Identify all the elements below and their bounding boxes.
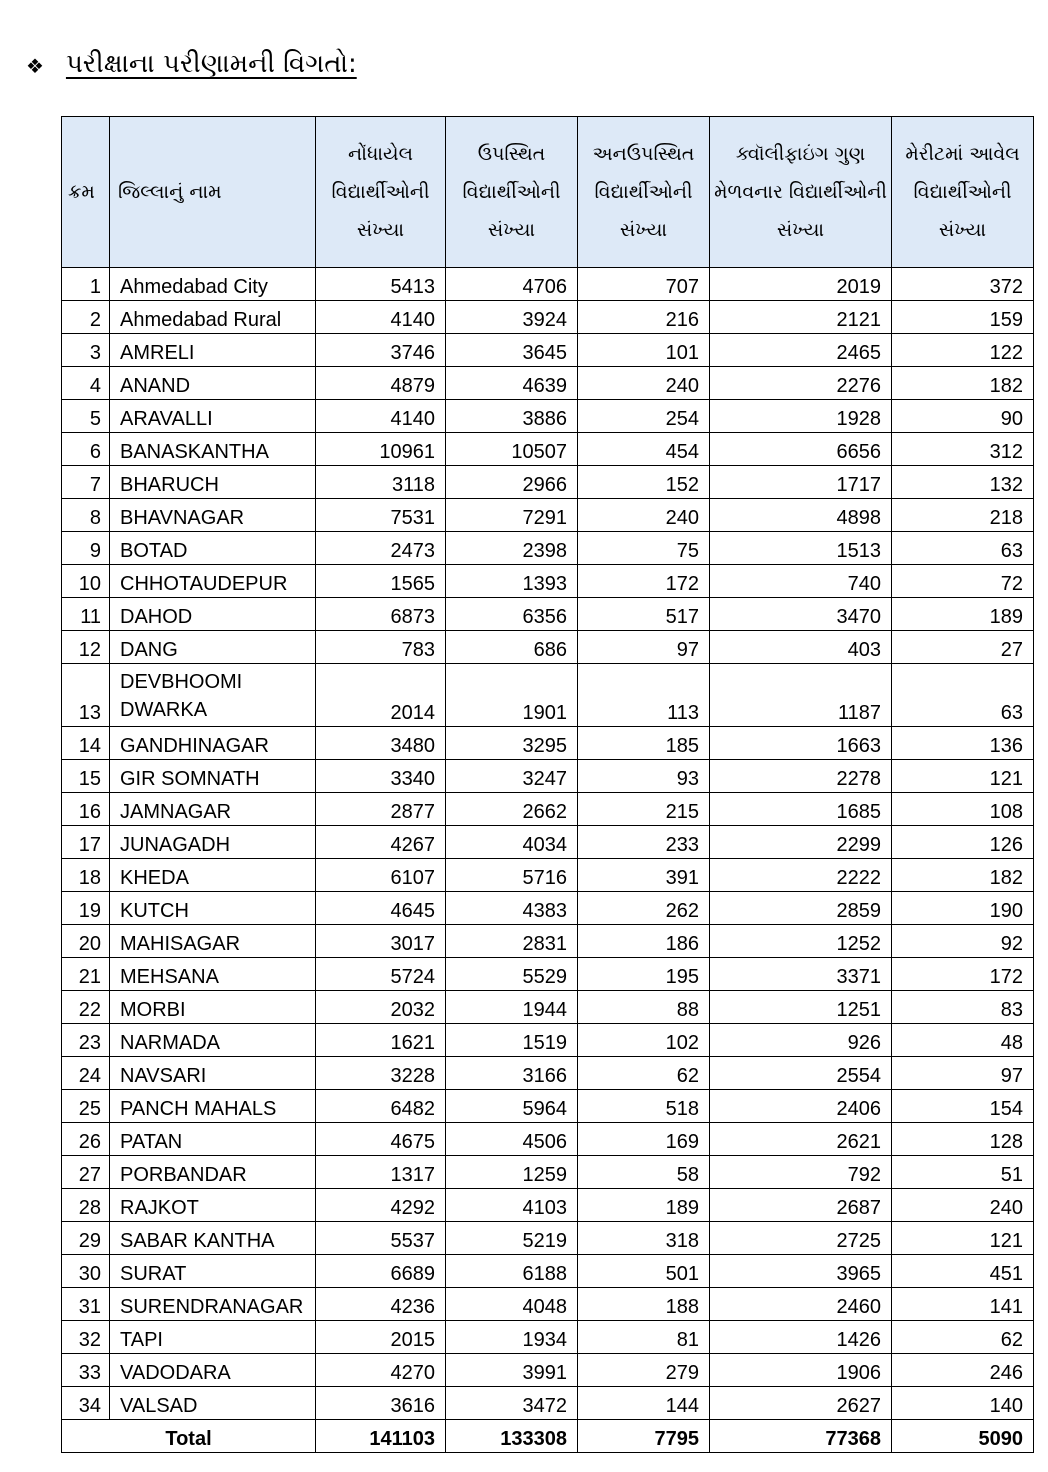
cell-district: MAHISAGAR (110, 925, 316, 958)
table-row (62, 859, 1034, 892)
cell-absent: 101 (578, 334, 710, 367)
cell-registered: 2877 (316, 793, 446, 826)
cell-qualifying: 2222 (710, 859, 892, 892)
cell-present: 686 (446, 631, 578, 664)
cell-sr: 4 (62, 367, 110, 400)
cell-district: TAPI (110, 1321, 316, 1354)
cell-qualifying: 403 (710, 631, 892, 664)
cell-sr: 5 (62, 400, 110, 433)
header-absent: અનઉપસ્થિત વિદ્યાર્થીઓની સંખ્યા (578, 117, 710, 268)
cell-absent: 102 (578, 1024, 710, 1057)
cell-sr: 13 (62, 664, 110, 727)
cell-registered: 6107 (316, 859, 446, 892)
cell-registered: 5724 (316, 958, 446, 991)
cell-merit: 140 (892, 1387, 1034, 1420)
total-registered: 141103 (316, 1420, 446, 1453)
cell-present: 2398 (446, 532, 578, 565)
cell-merit: 62 (892, 1321, 1034, 1354)
cell-registered: 3118 (316, 466, 446, 499)
cell-sr: 30 (62, 1255, 110, 1288)
cell-absent: 188 (578, 1288, 710, 1321)
header-sr: ક્રમ (62, 117, 110, 268)
cell-absent: 318 (578, 1222, 710, 1255)
cell-registered: 3480 (316, 727, 446, 760)
cell-present: 3247 (446, 760, 578, 793)
cell-qualifying: 2621 (710, 1123, 892, 1156)
cell-qualifying: 2859 (710, 892, 892, 925)
cell-sr: 22 (62, 991, 110, 1024)
cell-registered: 3746 (316, 334, 446, 367)
cell-district: CHHOTAUDEPUR (110, 565, 316, 598)
cell-absent: 454 (578, 433, 710, 466)
cell-qualifying: 792 (710, 1156, 892, 1189)
table-body (62, 268, 1034, 1420)
cell-sr: 15 (62, 760, 110, 793)
cell-registered: 2015 (316, 1321, 446, 1354)
cell-qualifying: 2687 (710, 1189, 892, 1222)
cell-present: 10507 (446, 433, 578, 466)
cell-sr: 2 (62, 301, 110, 334)
total-absent: 7795 (578, 1420, 710, 1453)
cell-merit: 83 (892, 991, 1034, 1024)
cell-sr: 20 (62, 925, 110, 958)
cell-merit: 128 (892, 1123, 1034, 1156)
cell-qualifying: 1685 (710, 793, 892, 826)
cell-sr: 7 (62, 466, 110, 499)
table-row (62, 1123, 1034, 1156)
cell-registered: 4140 (316, 400, 446, 433)
cell-qualifying: 2460 (710, 1288, 892, 1321)
cell-merit: 182 (892, 859, 1034, 892)
table-row (62, 892, 1034, 925)
section-title: પરીક્ષાના પરીણામની વિગતો: (65, 48, 357, 79)
cell-present: 3886 (446, 400, 578, 433)
cell-absent: 215 (578, 793, 710, 826)
cell-registered: 1565 (316, 565, 446, 598)
cell-present: 1944 (446, 991, 578, 1024)
header-district: જિલ્લાનું નામ (110, 117, 316, 268)
cell-present: 2966 (446, 466, 578, 499)
cell-merit: 27 (892, 631, 1034, 664)
header-registered: નોંધાયેલ વિદ્યાર્થીઓની સંખ્યા (316, 117, 446, 268)
cell-present: 3991 (446, 1354, 578, 1387)
cell-qualifying: 1906 (710, 1354, 892, 1387)
cell-registered: 1317 (316, 1156, 446, 1189)
cell-present: 5219 (446, 1222, 578, 1255)
cell-district: ANAND (110, 367, 316, 400)
cell-registered: 7531 (316, 499, 446, 532)
cell-qualifying: 1251 (710, 991, 892, 1024)
cell-absent: 279 (578, 1354, 710, 1387)
cell-merit: 121 (892, 1222, 1034, 1255)
cell-absent: 88 (578, 991, 710, 1024)
table-row (62, 598, 1034, 631)
cell-merit: 189 (892, 598, 1034, 631)
cell-district: BHARUCH (110, 466, 316, 499)
cell-merit: 159 (892, 301, 1034, 334)
cell-district: SURAT (110, 1255, 316, 1288)
cell-sr: 34 (62, 1387, 110, 1420)
cell-district: SURENDRANAGAR (110, 1288, 316, 1321)
cell-qualifying: 1663 (710, 727, 892, 760)
cell-registered: 4645 (316, 892, 446, 925)
table-row (62, 1189, 1034, 1222)
cell-sr: 18 (62, 859, 110, 892)
cell-district: PORBANDAR (110, 1156, 316, 1189)
cell-present: 3295 (446, 727, 578, 760)
cell-qualifying: 2465 (710, 334, 892, 367)
cell-present: 1901 (446, 664, 578, 727)
cell-merit: 92 (892, 925, 1034, 958)
cell-qualifying: 1928 (710, 400, 892, 433)
cell-present: 4048 (446, 1288, 578, 1321)
table-row (62, 958, 1034, 991)
cell-registered: 4267 (316, 826, 446, 859)
table-row (62, 760, 1034, 793)
cell-qualifying: 2627 (710, 1387, 892, 1420)
cell-absent: 62 (578, 1057, 710, 1090)
cell-qualifying: 2019 (710, 268, 892, 301)
total-present: 133308 (446, 1420, 578, 1453)
cell-registered: 2014 (316, 664, 446, 727)
cell-present: 2662 (446, 793, 578, 826)
table-row (62, 268, 1034, 301)
cell-qualifying: 2299 (710, 826, 892, 859)
cell-registered: 3340 (316, 760, 446, 793)
cell-district: KHEDA (110, 859, 316, 892)
header-present: ઉપસ્થિત વિદ્યાર્થીઓની સંખ્યા (446, 117, 578, 268)
cell-sr: 23 (62, 1024, 110, 1057)
table-row (62, 499, 1034, 532)
cell-registered: 3017 (316, 925, 446, 958)
cell-merit: 218 (892, 499, 1034, 532)
cell-absent: 707 (578, 268, 710, 301)
cell-present: 5529 (446, 958, 578, 991)
cell-sr: 28 (62, 1189, 110, 1222)
table-row (62, 826, 1034, 859)
table-row (62, 664, 1034, 727)
cell-merit: 63 (892, 664, 1034, 727)
cell-district: DANG (110, 631, 316, 664)
cell-qualifying: 2725 (710, 1222, 892, 1255)
cell-merit: 141 (892, 1288, 1034, 1321)
cell-district: JUNAGADH (110, 826, 316, 859)
cell-absent: 144 (578, 1387, 710, 1420)
table-row (62, 1090, 1034, 1123)
cell-qualifying: 2554 (710, 1057, 892, 1090)
table-row (62, 1255, 1034, 1288)
cell-sr: 6 (62, 433, 110, 466)
cell-district: NAVSARI (110, 1057, 316, 1090)
cell-district: VADODARA (110, 1354, 316, 1387)
cell-merit: 122 (892, 334, 1034, 367)
cell-absent: 254 (578, 400, 710, 433)
cell-present: 3472 (446, 1387, 578, 1420)
cell-merit: 132 (892, 466, 1034, 499)
cell-sr: 26 (62, 1123, 110, 1156)
header-qualifying: ક્વૉલીફાઇંગ ગુણ મેળવનાર વિદ્યાર્થીઓની સંખ્યા (710, 117, 892, 268)
cell-absent: 185 (578, 727, 710, 760)
cell-present: 3166 (446, 1057, 578, 1090)
table-row (62, 466, 1034, 499)
cell-merit: 372 (892, 268, 1034, 301)
cell-absent: 75 (578, 532, 710, 565)
cell-district: MEHSANA (110, 958, 316, 991)
cell-present: 4639 (446, 367, 578, 400)
cell-registered: 1621 (316, 1024, 446, 1057)
cell-district: ARAVALLI (110, 400, 316, 433)
cell-absent: 233 (578, 826, 710, 859)
cell-registered: 10961 (316, 433, 446, 466)
cell-absent: 152 (578, 466, 710, 499)
cell-qualifying: 1426 (710, 1321, 892, 1354)
cell-sr: 1 (62, 268, 110, 301)
cell-qualifying: 926 (710, 1024, 892, 1057)
cell-district: GANDHINAGAR (110, 727, 316, 760)
cell-district: VALSAD (110, 1387, 316, 1420)
cell-sr: 31 (62, 1288, 110, 1321)
cell-registered: 6482 (316, 1090, 446, 1123)
cell-present: 1259 (446, 1156, 578, 1189)
cell-district: PATAN (110, 1123, 316, 1156)
table-row (62, 1354, 1034, 1387)
cell-sr: 24 (62, 1057, 110, 1090)
cell-registered: 783 (316, 631, 446, 664)
cell-merit: 240 (892, 1189, 1034, 1222)
cell-registered: 3616 (316, 1387, 446, 1420)
cell-district: DEVBHOOMI DWARKA (110, 664, 316, 727)
cell-absent: 93 (578, 760, 710, 793)
cell-registered: 4236 (316, 1288, 446, 1321)
total-row (62, 1420, 1034, 1453)
cell-district: Ahmedabad Rural (110, 301, 316, 334)
cell-registered: 4140 (316, 301, 446, 334)
table-row (62, 793, 1034, 826)
cell-merit: 63 (892, 532, 1034, 565)
cell-absent: 240 (578, 367, 710, 400)
cell-registered: 2032 (316, 991, 446, 1024)
cell-absent: 172 (578, 565, 710, 598)
cell-qualifying: 1187 (710, 664, 892, 727)
cell-absent: 216 (578, 301, 710, 334)
cell-sr: 3 (62, 334, 110, 367)
cell-sr: 8 (62, 499, 110, 532)
cell-sr: 11 (62, 598, 110, 631)
cell-merit: 121 (892, 760, 1034, 793)
section-heading (26, 46, 357, 82)
cell-district: BHAVNAGAR (110, 499, 316, 532)
table-row (62, 1024, 1034, 1057)
cell-present: 7291 (446, 499, 578, 532)
cell-sr: 17 (62, 826, 110, 859)
table-row (62, 631, 1034, 664)
cell-registered: 5537 (316, 1222, 446, 1255)
table-row (62, 532, 1034, 565)
cell-qualifying: 2276 (710, 367, 892, 400)
cell-present: 1393 (446, 565, 578, 598)
cell-district: AMRELI (110, 334, 316, 367)
cell-sr: 10 (62, 565, 110, 598)
cell-qualifying: 3371 (710, 958, 892, 991)
cell-merit: 108 (892, 793, 1034, 826)
cell-absent: 58 (578, 1156, 710, 1189)
cell-absent: 391 (578, 859, 710, 892)
cell-district: BANASKANTHA (110, 433, 316, 466)
header-merit: મેરીટમાં આવેલ વિદ્યાર્થીઓની સંખ્યા (892, 117, 1034, 268)
table-row (62, 433, 1034, 466)
cell-present: 4383 (446, 892, 578, 925)
cell-merit: 126 (892, 826, 1034, 859)
cell-present: 3924 (446, 301, 578, 334)
table-row (62, 367, 1034, 400)
table-row (62, 1288, 1034, 1321)
cell-absent: 517 (578, 598, 710, 631)
cell-present: 2831 (446, 925, 578, 958)
cell-qualifying: 2278 (710, 760, 892, 793)
table-row (62, 727, 1034, 760)
cell-registered: 2473 (316, 532, 446, 565)
cell-qualifying: 2406 (710, 1090, 892, 1123)
cell-qualifying: 1513 (710, 532, 892, 565)
cell-merit: 154 (892, 1090, 1034, 1123)
table-row (62, 991, 1034, 1024)
cell-merit: 182 (892, 367, 1034, 400)
cell-district: PANCH MAHALS (110, 1090, 316, 1123)
table-row (62, 1387, 1034, 1420)
cell-sr: 27 (62, 1156, 110, 1189)
cell-absent: 97 (578, 631, 710, 664)
cell-sr: 16 (62, 793, 110, 826)
cell-present: 4506 (446, 1123, 578, 1156)
cell-present: 4034 (446, 826, 578, 859)
cell-present: 5964 (446, 1090, 578, 1123)
cell-merit: 451 (892, 1255, 1034, 1288)
cell-merit: 90 (892, 400, 1034, 433)
cell-absent: 195 (578, 958, 710, 991)
cell-sr: 9 (62, 532, 110, 565)
cell-present: 6356 (446, 598, 578, 631)
total-merit: 5090 (892, 1420, 1034, 1453)
cell-merit: 48 (892, 1024, 1034, 1057)
cell-merit: 51 (892, 1156, 1034, 1189)
cell-sr: 25 (62, 1090, 110, 1123)
cell-registered: 4270 (316, 1354, 446, 1387)
cell-district: DAHOD (110, 598, 316, 631)
cell-present: 3645 (446, 334, 578, 367)
cell-sr: 14 (62, 727, 110, 760)
cell-district: KUTCH (110, 892, 316, 925)
cell-qualifying: 1252 (710, 925, 892, 958)
cell-registered: 5413 (316, 268, 446, 301)
cell-absent: 262 (578, 892, 710, 925)
cell-district: JAMNAGAR (110, 793, 316, 826)
cell-sr: 12 (62, 631, 110, 664)
cell-merit: 172 (892, 958, 1034, 991)
total-qualifying: 77368 (710, 1420, 892, 1453)
cell-qualifying: 4898 (710, 499, 892, 532)
cell-district: Ahmedabad City (110, 268, 316, 301)
cell-district: BOTAD (110, 532, 316, 565)
table-row (62, 565, 1034, 598)
table-row (62, 925, 1034, 958)
table-row (62, 400, 1034, 433)
table-row (62, 1057, 1034, 1090)
cell-qualifying: 6656 (710, 433, 892, 466)
table-row (62, 301, 1034, 334)
cell-qualifying: 3965 (710, 1255, 892, 1288)
cell-absent: 501 (578, 1255, 710, 1288)
cell-merit: 246 (892, 1354, 1034, 1387)
table-row (62, 334, 1034, 367)
cell-district: GIR SOMNATH (110, 760, 316, 793)
cell-absent: 186 (578, 925, 710, 958)
cell-sr: 33 (62, 1354, 110, 1387)
cell-registered: 4675 (316, 1123, 446, 1156)
cell-absent: 518 (578, 1090, 710, 1123)
cell-absent: 189 (578, 1189, 710, 1222)
cell-registered: 3228 (316, 1057, 446, 1090)
total-label: Total (62, 1420, 316, 1453)
cell-merit: 190 (892, 892, 1034, 925)
cell-merit: 97 (892, 1057, 1034, 1090)
table-row (62, 1321, 1034, 1354)
table-header-row (62, 117, 1034, 268)
cell-absent: 113 (578, 664, 710, 727)
cell-absent: 81 (578, 1321, 710, 1354)
cell-absent: 240 (578, 499, 710, 532)
cell-absent: 169 (578, 1123, 710, 1156)
cell-qualifying: 3470 (710, 598, 892, 631)
cell-present: 6188 (446, 1255, 578, 1288)
exam-results-table (61, 116, 1034, 1453)
cell-sr: 32 (62, 1321, 110, 1354)
cell-district: MORBI (110, 991, 316, 1024)
cell-sr: 29 (62, 1222, 110, 1255)
cell-merit: 136 (892, 727, 1034, 760)
cell-district: SABAR KANTHA (110, 1222, 316, 1255)
cell-present: 1519 (446, 1024, 578, 1057)
cell-registered: 4879 (316, 367, 446, 400)
cell-qualifying: 740 (710, 565, 892, 598)
table-row (62, 1156, 1034, 1189)
cell-district: RAJKOT (110, 1189, 316, 1222)
cell-present: 4706 (446, 268, 578, 301)
cell-present: 5716 (446, 859, 578, 892)
cell-registered: 6873 (316, 598, 446, 631)
cell-present: 1934 (446, 1321, 578, 1354)
cell-qualifying: 1717 (710, 466, 892, 499)
cell-qualifying: 2121 (710, 301, 892, 334)
cell-district: NARMADA (110, 1024, 316, 1057)
cell-merit: 312 (892, 433, 1034, 466)
cell-sr: 19 (62, 892, 110, 925)
cell-registered: 6689 (316, 1255, 446, 1288)
cell-registered: 4292 (316, 1189, 446, 1222)
table-row (62, 1222, 1034, 1255)
diamond-bullet-icon: ❖ (26, 54, 44, 78)
cell-sr: 21 (62, 958, 110, 991)
cell-present: 4103 (446, 1189, 578, 1222)
cell-merit: 72 (892, 565, 1034, 598)
